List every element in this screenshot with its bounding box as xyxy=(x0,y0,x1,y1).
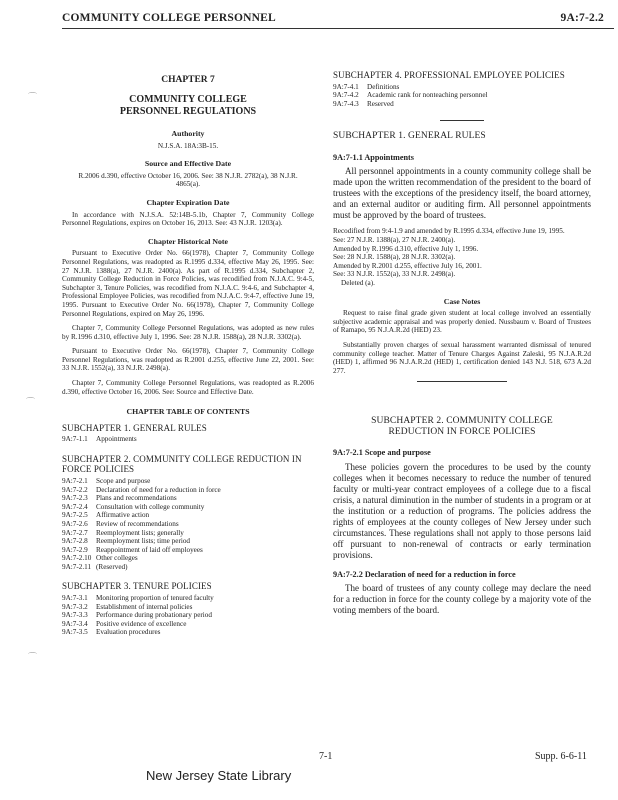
page-number: 7-1 xyxy=(319,751,333,762)
toc-entry[interactable]: 9A:7-2.11 (Reserved) xyxy=(62,562,128,571)
divider xyxy=(417,381,507,382)
supplement-date: Supp. 6-6-11 xyxy=(535,751,587,762)
expiration-heading: Chapter Expiration Date xyxy=(146,197,230,207)
toc-entry[interactable]: 9A:7-4.3 Reserved xyxy=(333,99,394,108)
toc-entry[interactable]: 9A:7-2.1 Scope and purpose xyxy=(62,476,151,485)
header-section: 9A:7-2.2 xyxy=(560,12,604,24)
historical-note-paragraph: Chapter 7, Community College Personnel Regulations, was adopted as new rules by R.1996 d.310, effective July 1, 1996. See: 28 N.J.R. 1588(a), 28 N.J.R. 3302(a). xyxy=(62,324,314,341)
historical-note-paragraph: Pursuant to Executive Order No. 66(1978), Chapter 7, Community College Personnel Regulations, was readopted as R.2001 d.255, effective June 22, 2001. See: 33 N.J.R. 1552(a), 33 N.J.R. 2498(a). xyxy=(62,347,314,373)
toc-subchapter4-title: SUBCHAPTER 4. PROFESSIONAL EMPLOYEE POLICIES xyxy=(333,70,565,80)
historical-note-paragraph: Pursuant to Executive Order No. 66(1978), Chapter 7, Community College Personnel Regulations, was readopted as R.1995 d.334, effective May 26, 1995. See: 27 N.J.R. 1388(a), 27 N.J.R. 2400(a). As part of R.1995 d.334, Subchapter 2, Community College Reduction in Force Policies, was recodified from N.J.A.C. 9:4-5, Subchapter 3, Tenure Policies, was recodified from N.J.A.C. 9:4-6, and Subchapter 4, Professional Employee Policies, was recodified from N.J.A.C. 9:4-7, effective June 19, 1995. Pursuant to Executive Order No. 66(1978), Chapter 7, Community College Personnel Regulations, expired on May 26, 1996. xyxy=(62,249,314,318)
subchapter1-heading: SUBCHAPTER 1. GENERAL RULES xyxy=(333,131,486,142)
left-column xyxy=(62,70,314,637)
section-body-appointments: All personnel appointments in a county community college shall be made upon the written recommendation of the president to the board of trustees with the exceptions of the presidency itself, the board attorney, and an external auditor or auditing firm. All personnel appointments must be approved by the board of trustees. xyxy=(333,166,591,221)
case-note: Request to raise final grade given student at local college involved an essentially subjective academic appraisal and was properly denied. Nussbaum v. Board of Trustees of Ramapo, 95 N.J.A.R.2d (HED) 23. xyxy=(333,309,591,335)
toc-entry[interactable]: 9A:7-3.5 Evaluation procedures xyxy=(62,628,161,637)
toc-subchapter4-list xyxy=(333,83,591,109)
toc-entry[interactable]: 9A:7-2.9 Reappointment of laid off employees xyxy=(62,545,203,554)
toc-entry[interactable]: 9A:7-3.2 Establishment of internal policies xyxy=(62,602,193,611)
margin-mark: ⌒ xyxy=(26,397,36,407)
chapter-title-line2: PERSONNEL REGULATIONS xyxy=(119,106,257,117)
source-heading: Source and Effective Date xyxy=(144,159,232,169)
section-body-scope: These policies govern the procedures to be used by the county colleges when it becomes necessary to reduce the number of tenured faculty or multi-year contract employees of a college due to a fiscal crisis, a natural diminution in the number of students in a program or at the institution or a reduction of programs. The policies address the rights of employees at the county colleges of New Jersey under such circumstances. These regulations shall not apply to those persons laid off pursuant to non-renewal of contracts or early termination provisions. xyxy=(333,461,591,560)
toc-entry[interactable]: 9A:7-2.5 Affirmative action xyxy=(62,511,150,520)
authority-text: N.J.S.A. 18A:3B-15. xyxy=(157,141,219,150)
toc-entry[interactable]: 9A:7-3.1 Monitoring proportion of tenured faculty xyxy=(62,593,214,602)
section-heading-appointments: 9A:7-1.1 Appointments xyxy=(333,152,414,162)
margin-mark: ⌒ xyxy=(28,92,38,102)
right-column xyxy=(333,70,591,622)
authority-heading: Authority xyxy=(171,129,205,138)
toc-entry[interactable]: 9A:7-2.6 Review of recommendations xyxy=(62,519,179,528)
toc-entry[interactable]: 9A:7-4.2 Academic rank for nonteaching personnel xyxy=(333,91,488,100)
running-header xyxy=(62,10,614,29)
margin-mark: ⌒ xyxy=(28,652,38,662)
library-watermark: New Jersey State Library xyxy=(146,768,292,783)
section-heading-scope: 9A:7-2.1 Scope and purpose xyxy=(333,448,431,458)
expiration-text: In accordance with N.J.S.A. 52:14B-5.1b, Chapter 7, Community College Personnel Regulations, expires on October 16, 2013. See: 43 N.J.R. 1203(a). xyxy=(62,210,314,228)
toc-entry[interactable]: 9A:7-2.2 Declaration of need for a reduction in force xyxy=(62,485,221,494)
toc-subchapter-title: SUBCHAPTER 1. GENERAL RULES xyxy=(62,422,207,433)
toc-subchapter-title: SUBCHAPTER 3. TENURE POLICIES xyxy=(62,581,212,592)
source-text: R.2006 d.390, effective October 16, 2006. See: 38 N.J.R. 2782(a), 38 N.J.R. 4865(a). xyxy=(78,171,298,189)
chapter-number: CHAPTER 7 xyxy=(161,75,215,85)
toc-subchapter-title: SUBCHAPTER 2. COMMUNITY COLLEGE REDUCTION IN FORCE POLICIES xyxy=(62,453,302,475)
toc-entry[interactable]: 9A:7-2.3 Plans and recommendations xyxy=(62,494,177,503)
divider xyxy=(440,120,484,121)
case-note: Substantially proven charges of sexual harassment warranted dismissal of tenured community college teacher. Matter of Tenure Charges Against Zaleski, 95 N.J.A.R.2d (HED) 1, affirmed 96 N.J.A.R.2d (HED) 1, certification denied 143 N.J. 518, 673 A.2d 277. xyxy=(333,340,591,375)
toc-entry[interactable]: 9A:7-2.4 Consultation with college community xyxy=(62,502,205,511)
toc-entry[interactable]: 9A:7-2.8 Reemployment lists; time period xyxy=(62,537,191,546)
case-notes-heading: Case Notes xyxy=(443,296,481,306)
historical-note-heading: Chapter Historical Note xyxy=(148,236,228,246)
toc-entry[interactable]: 9A:7-2.10 Other colleges xyxy=(62,554,138,563)
toc-entry[interactable]: 9A:7-3.4 Positive evidence of excellence xyxy=(62,619,187,628)
subchapter2-heading-line1: SUBCHAPTER 2. COMMUNITY COLLEGE xyxy=(371,416,553,427)
section-body-declaration: The board of trustees of any county college may declare the need for a reduction in force for the county college by a majority vote of the voting members of the board. xyxy=(333,583,591,616)
toc-heading: CHAPTER TABLE OF CONTENTS xyxy=(126,407,250,417)
subchapter2-heading-line2: REDUCTION IN FORCE POLICIES xyxy=(388,426,536,437)
section-history: Recodified from 9:4-1.9 and amended by R.1995 d.334, effective June 19, 1995. See: 27 N.J.R. 1388(a), 27 N.J.R. 2400(a). Amended by R.1996 d.310, effective July 1, 1996. See: 28 N.J.R. 1588(a), 28 N.J.R. 3302(a). Amended by R.2001 d.255, effective July 16, 2001. See: 33 N.J.R. 1552(a), 33 N.J.R. 2498(a). Deleted (a). xyxy=(333,227,565,287)
chapter-title-line1: COMMUNITY COLLEGE xyxy=(129,94,247,105)
header-title: COMMUNITY COLLEGE PERSONNEL xyxy=(62,12,276,24)
toc-entry[interactable]: 9A:7-3.3 Performance during probationary period xyxy=(62,611,212,620)
toc-entry[interactable]: 9A:7-2.7 Reemployment lists; generally xyxy=(62,528,184,537)
historical-note-paragraph: Chapter 7, Community College Personnel Regulations, was readopted as R.2006 d.390, effective October 16, 2006. See: Source and Effective Date. xyxy=(62,379,314,396)
toc-entry[interactable]: 9A:7-4.1 Definitions xyxy=(333,82,400,91)
table-of-contents xyxy=(62,423,314,637)
section-heading-declaration: 9A:7-2.2 Declaration of need for a reduction in force xyxy=(333,569,516,579)
toc-entry[interactable]: 9A:7-1.1 Appointments xyxy=(62,435,137,444)
